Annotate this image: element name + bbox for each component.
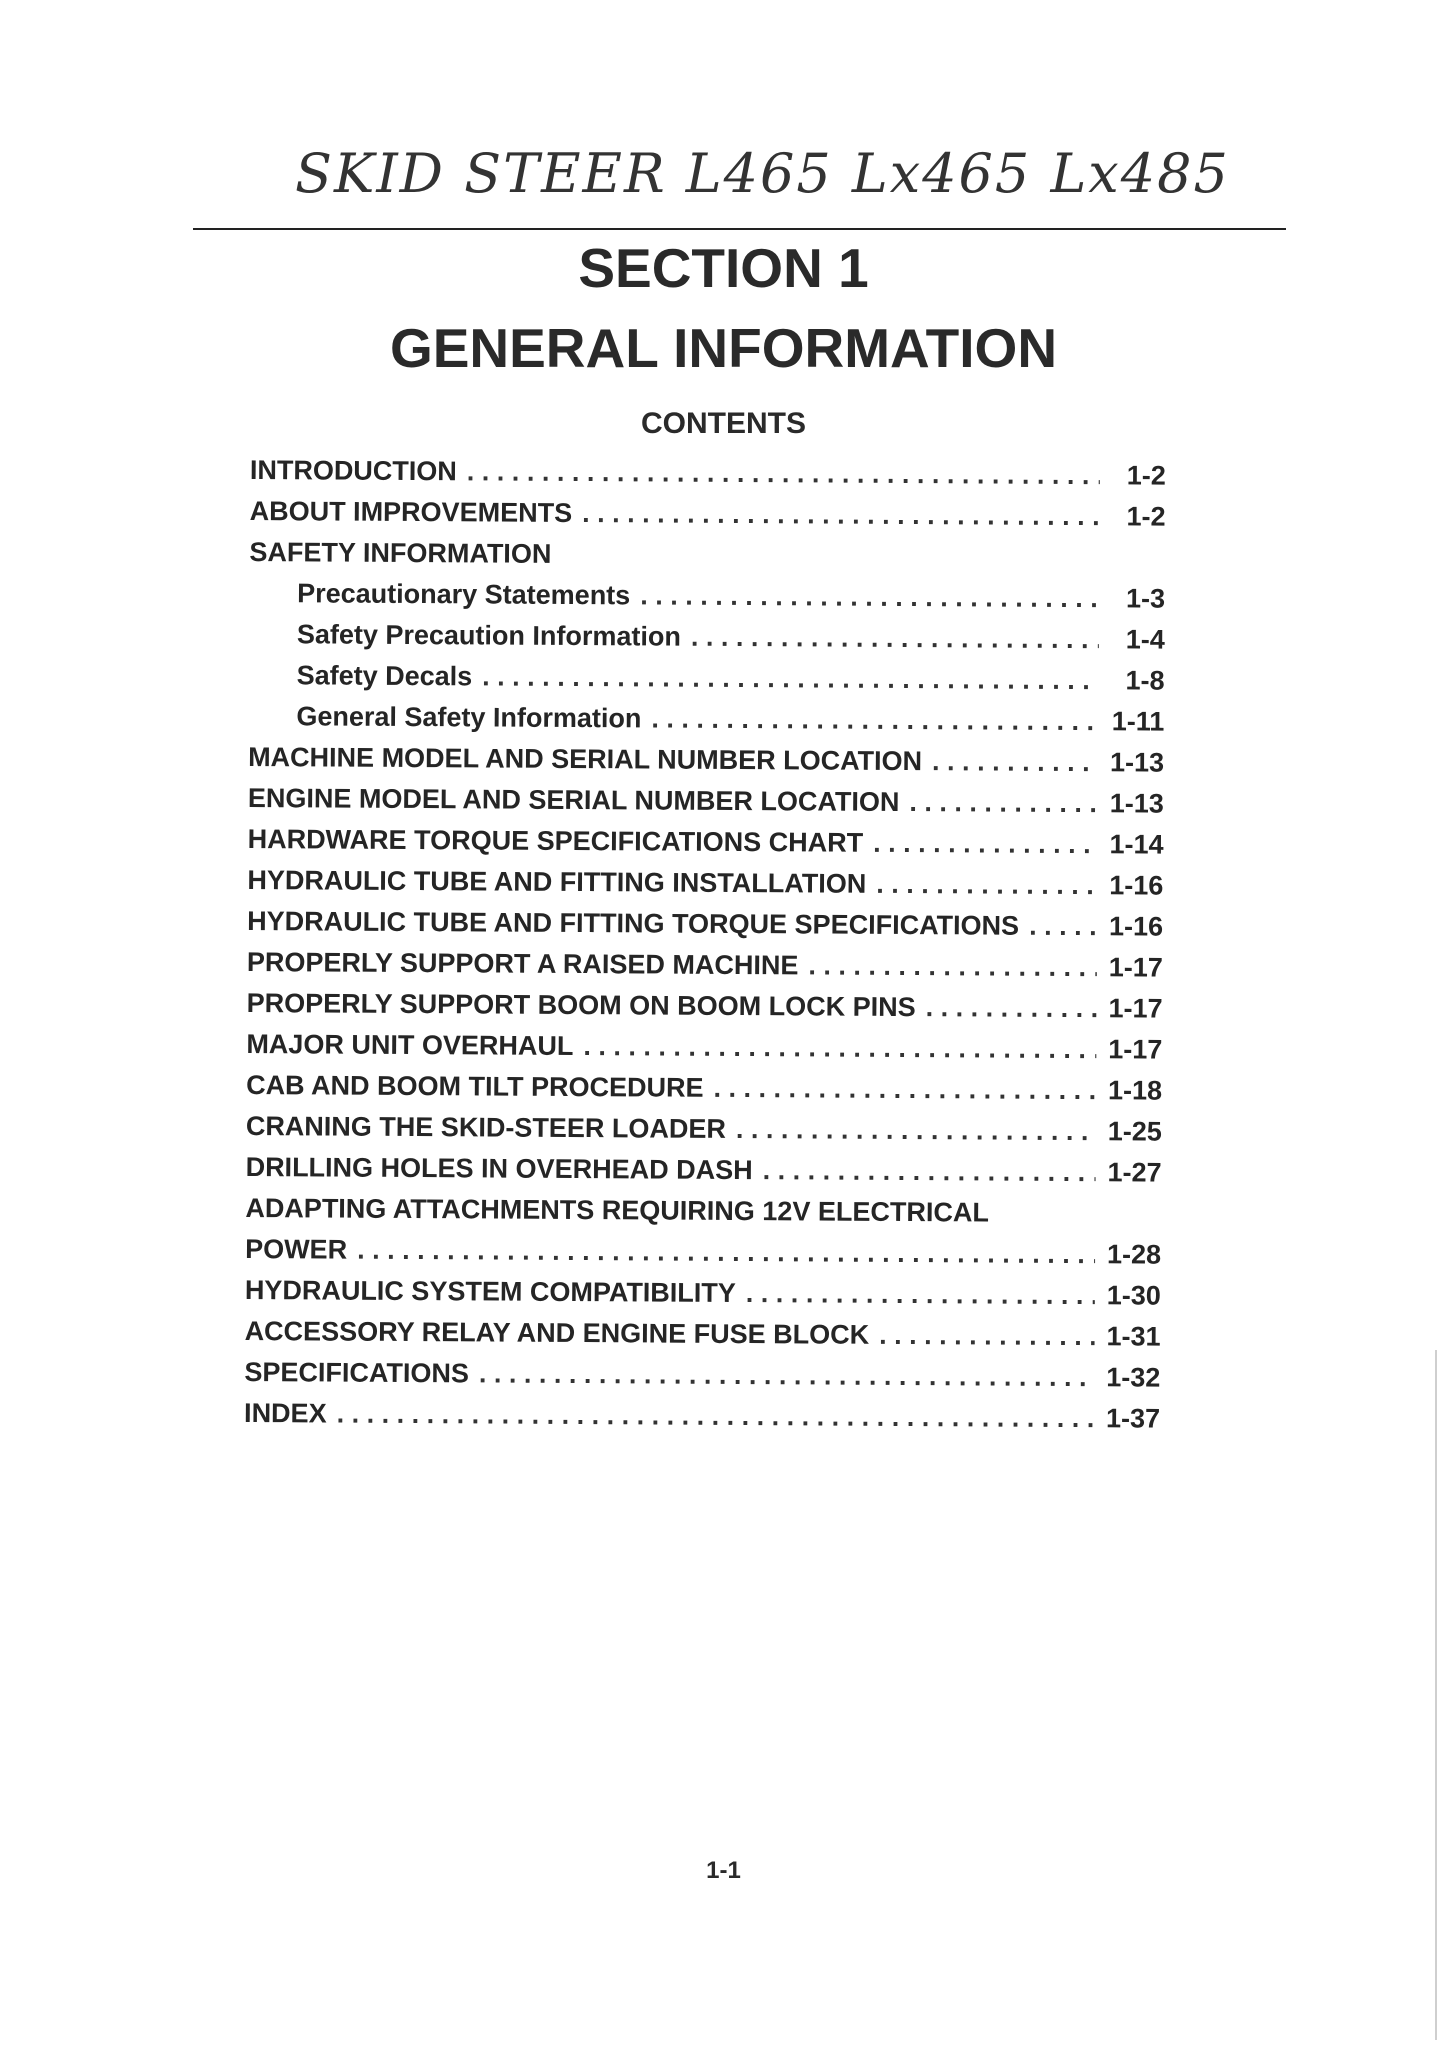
- toc-entry-title: ABOUT IMPROVEMENTS: [249, 495, 573, 528]
- dot-leader: [736, 1109, 1096, 1152]
- toc-entry-title: CRANING THE SKID-STEER LOADER: [245, 1110, 726, 1144]
- toc-entry-title: POWER: [245, 1233, 348, 1265]
- toc-entry-page: 1-30: [1106, 1280, 1161, 1311]
- toc-entry-title: DRILLING HOLES IN OVERHEAD DASH: [245, 1151, 753, 1186]
- toc-entry-page: 1-18: [1107, 1075, 1163, 1106]
- toc-entry-title: Safety Decals: [296, 660, 473, 692]
- toc-entry-general-safety-information[interactable]: [248, 696, 1164, 743]
- table-of-contents: [244, 450, 1166, 1440]
- toc-entry-cab-boom-tilt[interactable]: [246, 1065, 1162, 1112]
- toc-entry-title: MAJOR UNIT OVERHAUL: [246, 1028, 574, 1061]
- section-title: SECTION 1: [578, 237, 869, 299]
- toc-entry-page: 1-17: [1108, 1034, 1163, 1065]
- toc-entry-title: MACHINE MODEL AND SERIAL NUMBER LOCATION: [248, 741, 923, 777]
- dot-leader: [691, 617, 1099, 660]
- toc-entry-hydraulic-tube-installation[interactable]: [247, 860, 1163, 907]
- toc-entry-page: 1-11: [1111, 706, 1165, 737]
- handwritten-model-note: SKID STEER L465 Lx465 Lx485: [295, 142, 1230, 205]
- toc-entry-precautionary-statements[interactable]: [249, 573, 1165, 620]
- dot-leader: [763, 1150, 1096, 1193]
- toc-entry-title: PROPERLY SUPPORT BOOM ON BOOM LOCK PINS: [246, 987, 916, 1023]
- toc-entry-page: 1-3: [1125, 583, 1166, 614]
- toc-entry-support-raised-machine[interactable]: [247, 942, 1163, 989]
- dot-leader: [357, 1230, 1095, 1276]
- toc-entry-page: 1-8: [1125, 665, 1165, 696]
- toc-entry-support-boom-lock-pins[interactable]: [246, 983, 1162, 1030]
- toc-entry-page: 1-37: [1105, 1403, 1161, 1434]
- toc-entry-major-unit-overhaul[interactable]: [246, 1024, 1162, 1071]
- toc-entry-title: Precautionary Statements: [297, 578, 631, 611]
- toc-entry-title: HYDRAULIC TUBE AND FITTING TORQUE SPECIFICATIONS: [247, 905, 1020, 941]
- toc-entry-specifications[interactable]: [244, 1352, 1160, 1399]
- toc-entry-page: 1-16: [1108, 911, 1164, 942]
- toc-entry-adapting-attachments[interactable]: [245, 1188, 1161, 1235]
- toc-entry-page: 1-32: [1106, 1362, 1161, 1393]
- dot-leader: [640, 575, 1099, 619]
- toc-entry-title: HYDRAULIC SYSTEM COMPATIBILITY: [244, 1274, 736, 1308]
- dot-leader: [932, 741, 1098, 783]
- dot-leader: [808, 945, 1097, 988]
- toc-entry-page: 1-17: [1108, 952, 1163, 983]
- toc-entry-accessory-relay[interactable]: [244, 1311, 1160, 1358]
- toc-entry-page: 1-31: [1106, 1321, 1161, 1352]
- toc-entry-power[interactable]: [245, 1229, 1161, 1276]
- toc-entry-page: 1-25: [1107, 1116, 1162, 1147]
- page-number: 1-1: [706, 1857, 741, 1884]
- toc-entry-page: 1-13: [1109, 788, 1164, 819]
- dot-leader: [876, 864, 1097, 906]
- toc-entry-machine-model-serial[interactable]: [248, 737, 1164, 784]
- toc-entry-title: PROPERLY SUPPORT A RAISED MACHINE: [246, 946, 799, 981]
- toc-entry-title: SPECIFICATIONS: [244, 1356, 469, 1389]
- toc-entry-engine-model-serial[interactable]: [248, 778, 1164, 825]
- dot-leader: [713, 1068, 1096, 1111]
- toc-entry-drilling-holes[interactable]: [245, 1147, 1161, 1194]
- contents-heading: CONTENTS: [641, 407, 806, 440]
- toc-entry-about-improvements[interactable]: [249, 491, 1165, 538]
- dot-leader: [479, 1353, 1095, 1398]
- toc-entry-hydraulic-compatibility[interactable]: [245, 1270, 1161, 1317]
- toc-entry-page: 1-27: [1107, 1157, 1162, 1188]
- dot-leader: [746, 1273, 1095, 1316]
- toc-entry-page: 1-14: [1109, 829, 1164, 860]
- dot-leader: [651, 698, 1098, 742]
- dot-leader: [467, 451, 1100, 496]
- toc-entry-title: SAFETY INFORMATION: [249, 536, 552, 569]
- toc-entry-title: CAB AND BOOM TILT PROCEDURE: [246, 1069, 704, 1103]
- toc-entry-page: 1-28: [1106, 1239, 1162, 1270]
- toc-entry-title: General Safety Information: [296, 701, 642, 734]
- toc-entry-safety-decals[interactable]: [248, 655, 1164, 702]
- chapter-title: GENERAL INFORMATION: [389, 317, 1058, 379]
- toc-entry-page: 1-17: [1108, 993, 1163, 1024]
- toc-entry-page: 1-16: [1109, 870, 1164, 901]
- toc-entry-safety-precaution-information[interactable]: [249, 614, 1165, 661]
- toc-entry-page: 1-2: [1126, 460, 1166, 491]
- toc-entry-title: ENGINE MODEL AND SERIAL NUMBER LOCATION: [247, 782, 900, 817]
- dot-leader: [337, 1394, 1095, 1440]
- dot-leader: [926, 987, 1097, 1029]
- dot-leader: [909, 782, 1098, 824]
- toc-entry-title: Safety Precaution Information: [296, 619, 682, 652]
- toc-entry-title: ACCESSORY RELAY AND ENGINE FUSE BLOCK: [244, 1315, 870, 1350]
- dot-leader: [879, 1315, 1095, 1357]
- toc-entry-introduction[interactable]: [250, 450, 1166, 497]
- toc-entry-craning-loader[interactable]: [246, 1106, 1162, 1153]
- scan-edge-line: [1435, 1350, 1437, 2040]
- dot-leader: [873, 823, 1098, 865]
- dot-leader: [583, 1026, 1096, 1070]
- toc-entry-safety-information[interactable]: [249, 532, 1165, 579]
- header-rule: [193, 228, 1286, 230]
- toc-entry-title: HYDRAULIC TUBE AND FITTING INSTALLATION: [247, 864, 867, 899]
- toc-entry-title: INTRODUCTION: [249, 454, 457, 487]
- toc-entry-index[interactable]: [244, 1393, 1160, 1440]
- dot-leader: [482, 656, 1099, 701]
- toc-entry-page: 1-13: [1109, 747, 1165, 778]
- toc-entry-page: 1-4: [1125, 624, 1165, 655]
- dot-leader: [582, 493, 1100, 537]
- dot-leader: [1029, 906, 1097, 947]
- toc-entry-title: HARDWARE TORQUE SPECIFICATIONS CHART: [247, 823, 864, 858]
- toc-entry-title: INDEX: [244, 1397, 327, 1429]
- toc-entry-hardware-torque-chart[interactable]: [247, 819, 1163, 866]
- toc-entry-page: 1-2: [1126, 501, 1166, 532]
- toc-entry-hydraulic-tube-torque[interactable]: [247, 901, 1163, 948]
- toc-entry-title: ADAPTING ATTACHMENTS REQUIRING 12V ELECTRICAL: [245, 1192, 989, 1228]
